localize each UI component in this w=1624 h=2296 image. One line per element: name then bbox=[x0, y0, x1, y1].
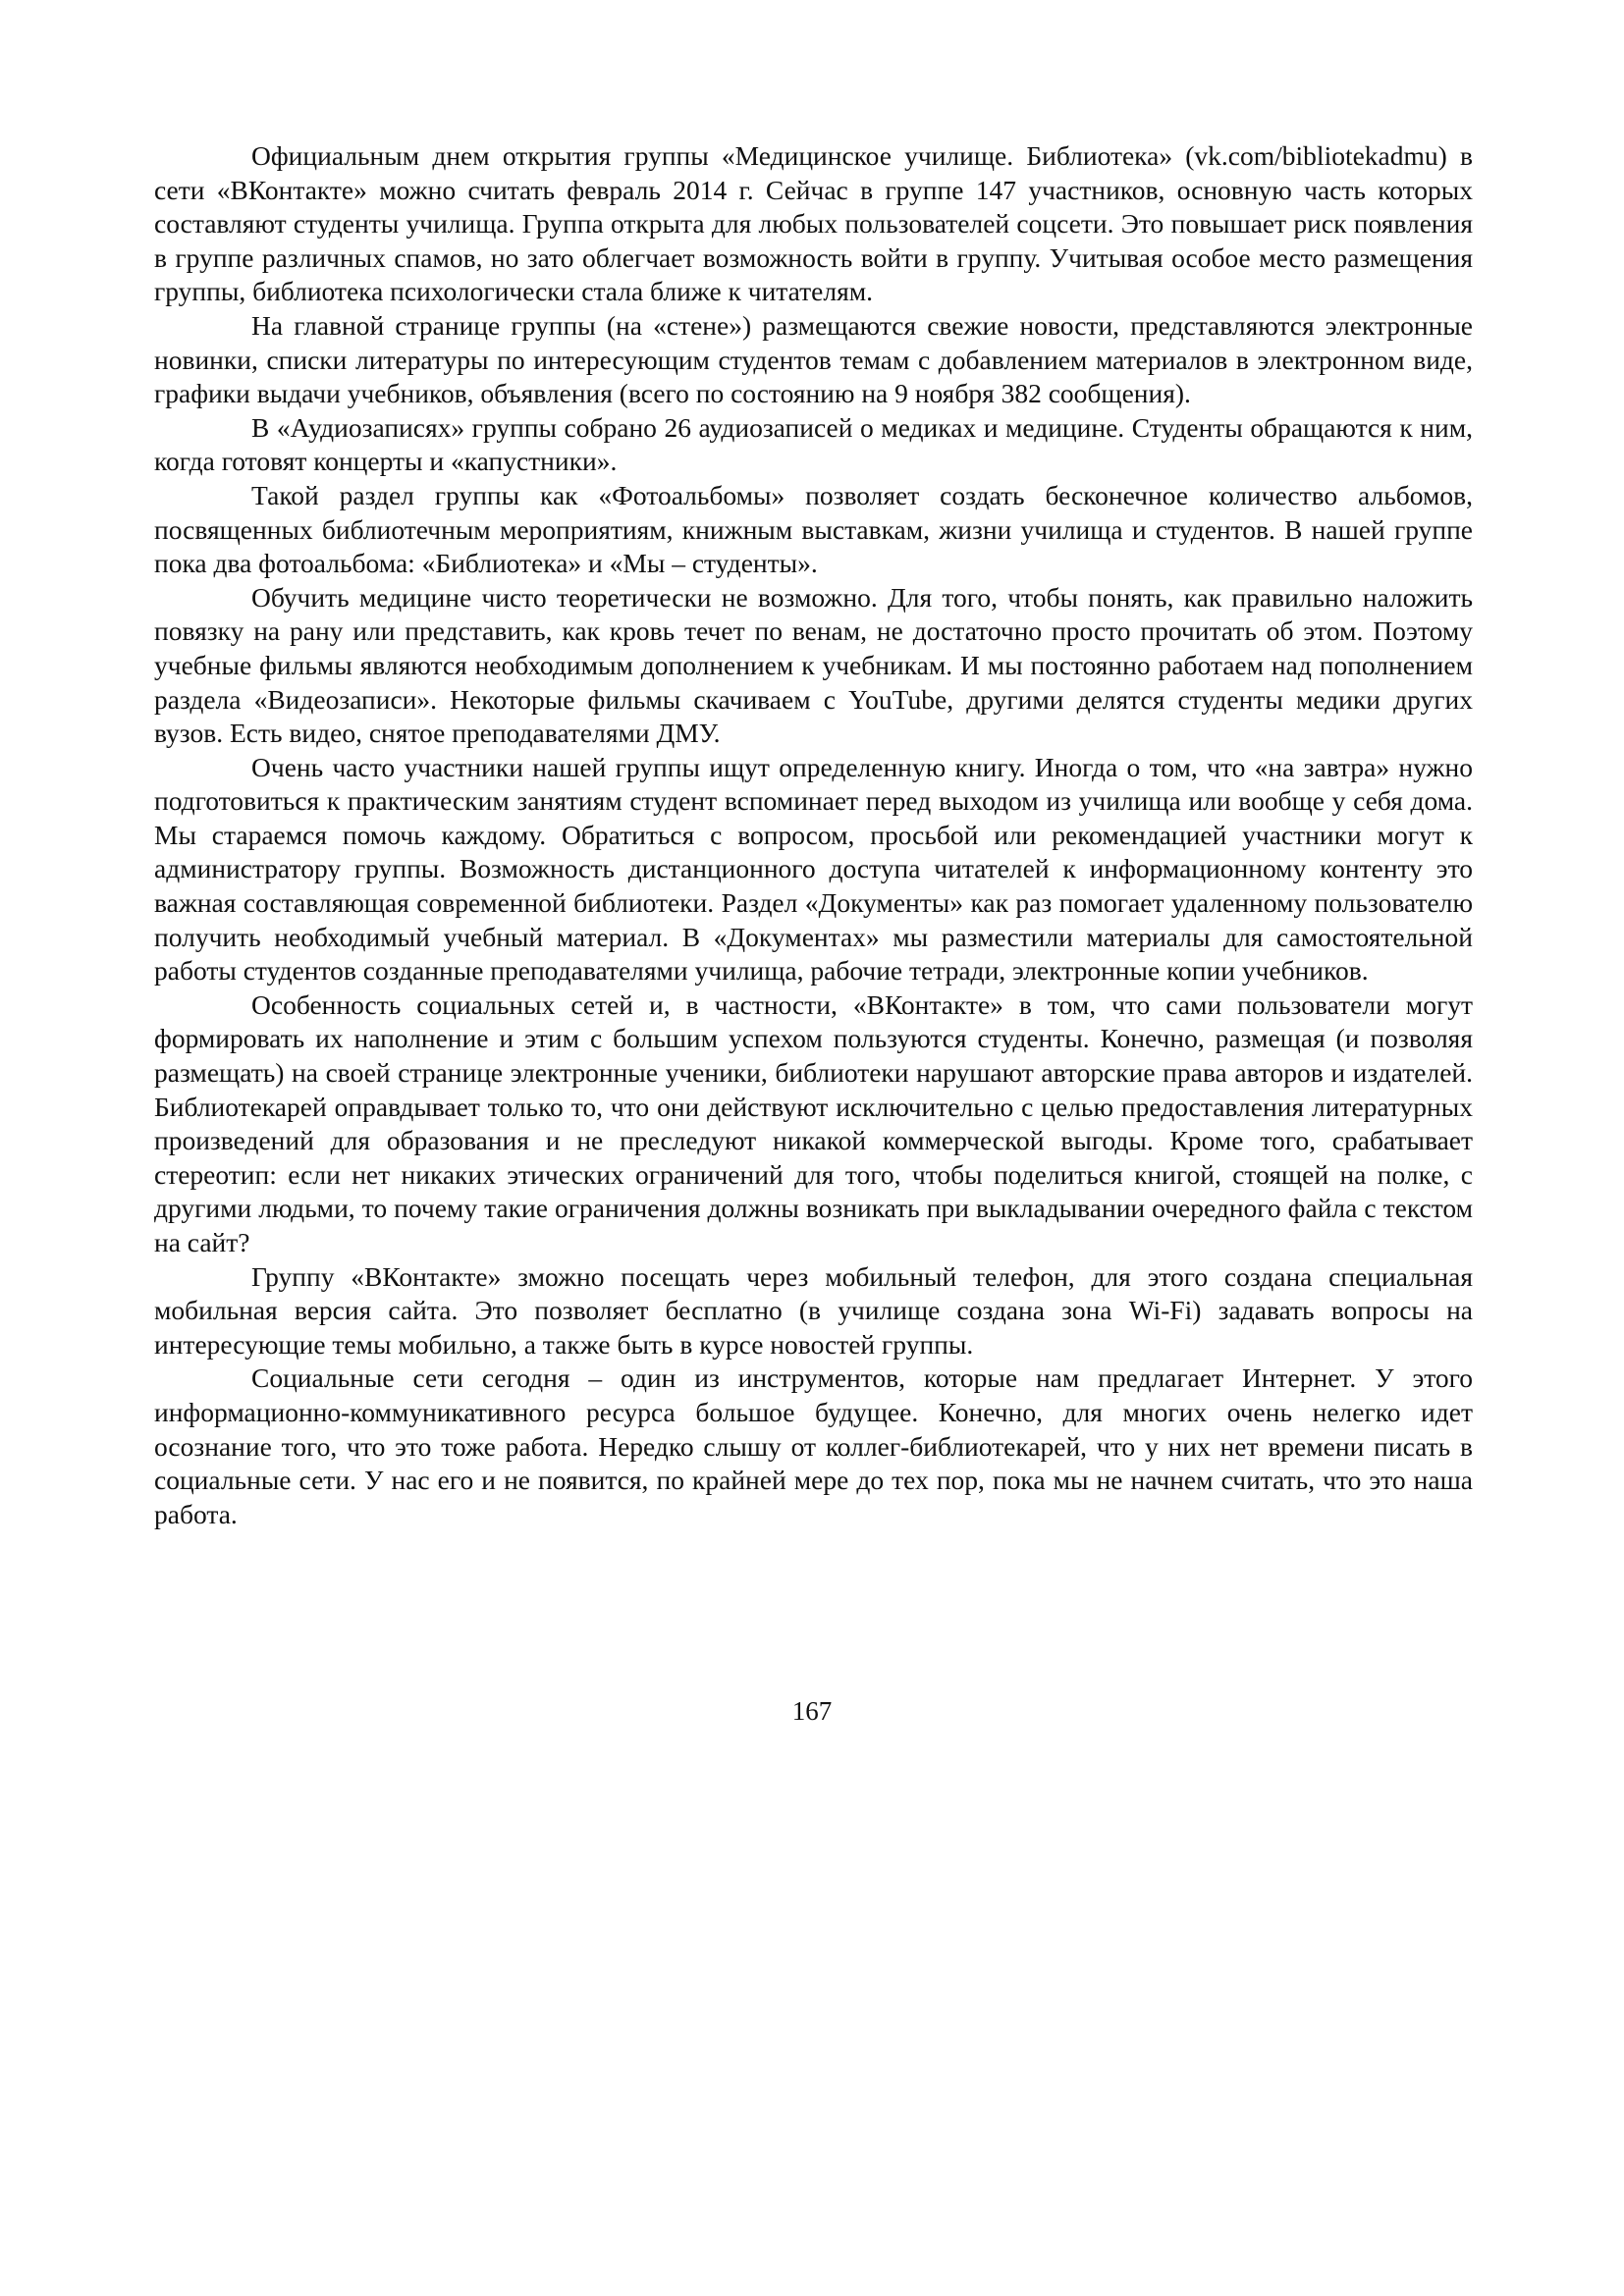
paragraph: На главной странице группы (на «стене») размещаются свежие новости, представляются электронные новинки, списки литературы по интересующим студентов темам с добавлением материалов в электронном виде, графики выдачи учебников, объявления (всего по состоянию на 9 ноября 382 сообщения). bbox=[154, 309, 1473, 409]
page-number: 167 bbox=[791, 1696, 833, 1726]
paragraph: Очень часто участники нашей группы ищут определенную книгу. Иногда о том, что «на завтра» нужно подготовиться к практическим занятиям студент вспоминает перед выходом из училища или вообще у себя дома. Мы стараемся помочь каждому. Обратиться с вопросом, просьбой или рекомендацией участники могут к администратору группы. Возможность дистанционного доступа читателей к информационному контенту это важная составляющая современной библиотеки. Раздел «Документы» как раз помогает удаленному пользователю получить необходимый учебный материал. В «Документах» мы разместили материалы для самостоятельной работы студентов созданные преподавателями училища, рабочие тетради, электронные копии учебников. bbox=[154, 751, 1473, 987]
body-text bbox=[154, 139, 1473, 1531]
paragraph: В «Аудиозаписях» группы собрано 26 аудиозаписей о медиках и медицине. Студенты обращаются к ним, когда готовят концерты и «капустники». bbox=[154, 411, 1473, 477]
paragraph: Особенность социальных сетей и, в частности, «ВКонтакте» в том, что сами пользователи могут формировать их наполнение и этим с большим успехом пользуются студенты. Конечно, размещая (и позволяя размещать) на своей странице электронные ученики, библиотеки нарушают авторские права авторов и издателей. Библиотекарей оправдывает только то, что они действуют исключительно с целью предоставления литературных произведений для образования и не преследуют никакой коммерческой выгоды. Кроме того, срабатывает стереотип: если нет никаких этических ограничений для того, чтобы поделиться книгой, стоящей на полке, с другими людьми, то почему такие ограничения должны возникать при выкладывании очередного файла с текстом на сайт? bbox=[154, 988, 1473, 1257]
paragraph: Официальным днем открытия группы «Медицинское училище. Библиотека» (vk.com/bibliotekadmu) в сети «ВКонтакте» можно считать февраль 2014 г. Сейчас в группе 147 участников, основную часть которых составляют студенты училища. Группа открыта для любых пользователей соцсети. Это повышает риск появления в группе различных спамов, но зато облегчает возможность войти в группу. Учитывая особое место размещения группы, библиотека психологически стала ближе к читателям. bbox=[154, 140, 1473, 307]
paragraph: Такой раздел группы как «Фотоальбомы» позволяет создать бесконечное количество альбомов, посвященных библиотечным мероприятиям, книжным выставкам, жизни училища и студентов. В нашей группе пока два фотоальбома: «Библиотека» и «Мы – студенты». bbox=[154, 479, 1473, 579]
paragraph: Социальные сети сегодня – один из инструментов, которые нам предлагает Интернет. У этого информационно-коммуникативного ресурса большое будущее. Конечно, для многих очень нелегко идет осознание того, что это тоже работа. Нередко слышу от коллег-библиотекарей, что у них нет времени писать в социальные сети. У нас его и не появится, по крайней мере до тех пор, пока мы не начнем считать, что это наша работа. bbox=[154, 1362, 1473, 1529]
paragraph: Группу «ВКонтакте» зможно посещать через мобильный телефон, для этого создана специальная мобильная версия сайта. Это позволяет бесплатно (в училище создана зона Wi-Fi) задавать вопросы на интересующие темы мобильно, а также быть в курсе новостей группы. bbox=[154, 1260, 1473, 1360]
paragraph: Обучить медицине чисто теоретически не возможно. Для того, чтобы понять, как правильно наложить повязку на рану или представить, как кровь течет по венам, не достаточно просто прочитать об этом. Поэтому учебные фильмы являются необходимым дополнением к учебникам. И мы постоянно работаем над пополнением раздела «Видеозаписи». Некоторые фильмы скачиваем с YouTube, другими делятся студенты медики других вузов. Есть видео, снятое преподавателями ДМУ. bbox=[154, 581, 1473, 749]
